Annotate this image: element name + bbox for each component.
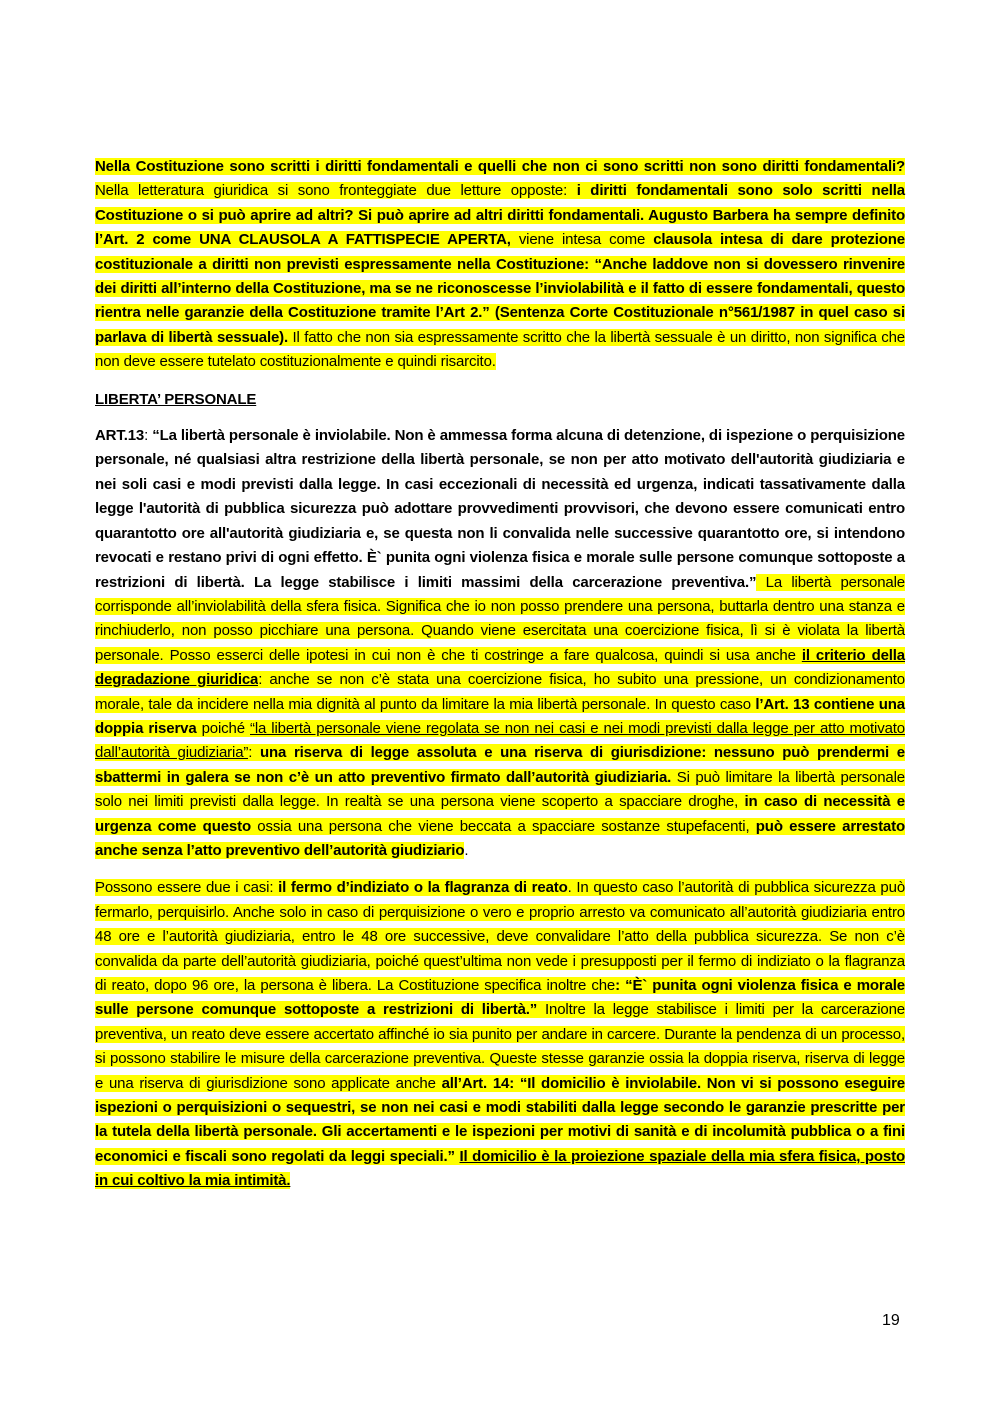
text-span: il fermo d’indiziato o la flagranza di reato [278,879,568,897]
text-span: i diritti fondamentali sono solo scritti nella Costituzione o si può aprire ad altri? Si può aprire ad altri diritti fondamentali. Augusto Barbera ha sempre definito l’Art. 2 come UNA CLAUSOLA A FATTISPECIE APERTA, [95,182,905,249]
text-span: La libertà personale corrisponde all’inviolabilità della sfera fisica. Significa che io non posso prendere una persona, buttarla dentro una stanza e rinchiuderlo, non posso picchiare una persona. Quando viene esercitata una coercizione fisica, lì si è violata la libertà personale. Posso esserci delle ipotesi in cui non è che ti costringe a fare qualcosa, quindi si usa anche [95,573,905,664]
text-span: Si può limitare la libertà personale solo nei limiti previsti dalla legge. In realtà se una persona viene scoperto a spacciare droghe, [95,768,905,811]
text-span: l’Art. 13 contiene una doppia riserva [95,695,905,737]
document-body [95,155,905,1194]
text-span: Inoltre la legge stabilisce i limiti per la carcerazione preventiva, un reato deve essere accertato affinché io sia punito per andare in carcere. Durante la pendenza di un processo, si possono stabilire le misure della carcerazione preventiva. Queste stesse garanzie ossia la doppia riserva, riserva di legge e una riserva di giurisdizione sono applicate anche [95,1001,905,1092]
text-span: clausola intesa di dare protezione costituzionale a diritti non previsti espressamente nella Costituzione: “Anche laddove non si dovessero rinvenire dei diritti all’interno della Costituzione, ma se ne riconoscesse l’inviolabilità e il fatto di essere fondamentali, questo rientra nelle garanzie della Costituzione tramite l’Art 2.” (Sentenza Corte Costituzionale n°561/1987 in quel caso si parlava di libertà sessuale). [95,231,905,346]
text-span: : [248,744,261,762]
text-span: . [464,841,469,859]
text-span: Nella Costituzione sono scritti i diritti fondamentali e quelli che non ci sono scritti non sono diritti fondamentali? [95,158,905,175]
text-span: Il fatto che non sia espressamente scritto che la libertà sessuale è un diritto, non significa che non deve essere tutelato costituzionalmente e quindi risarcito. [95,328,905,371]
text-span: poiché [196,719,250,737]
paragraph-costituzione-diritti [95,155,905,375]
heading-text: LIBERTA’ PERSONALE [95,390,257,408]
text-span: : “È` punita ogni violenza fisica e morale sulle persone comunque sottoposte a restrizioni di libertà.” [95,977,905,1019]
text-span: il criterio della degradazione giuridica [95,646,905,689]
paragraph-fermo-flagranza [95,876,905,1193]
text-span: : [144,427,153,445]
text-span: . In questo caso l’autorità di pubblica sicurezza può fermarlo, perquisirlo. Anche solo in caso di perquisizione o vero e proprio arresto va comunicato all’autorità giudiziaria entro 48 ore e l’autorità giudiziaria, entro le 48 ore successive, deve convalidare l’atto della pubblica sicurezza. Se non c’è convalida da parte dell’autorità giudiziaria, poiché quest’ultima non vede i presupposti per il fermo di indiziato o la flagranza di reato, dopo 96 ore, la persona è libera. La Costituzione specifica inoltre che [95,879,906,994]
text-span: Il domicilio è la proiezione spaziale della mia sfera fisica, posto in cui coltivo la mia intimità. [95,1147,905,1190]
page-number: 19 [882,1312,900,1329]
text-span: “la libertà personale viene regolata se non nei casi e nei modi previsti dalla legge per atto motivato dall’autorità giudiziaria” [95,719,905,762]
text-span [455,1148,460,1165]
text-span: in caso di necessità e urgenza come questo [95,793,905,835]
text-span: all’Art. 14: “Il domicilio è inviolabile. Non vi si possono eseguire ispezioni o perquisizioni o sequestri, se non nei casi e modi stabiliti dalla legge secondo le garanzie prescritte per la tutela della libertà personale. Gli accertamenti e le ispezioni per motivi di sanità e di incolumità pubblica o a fini economici e fiscali sono regolati da leggi speciali.” [95,1074,905,1165]
text-span: : anche se non c’è stata una coercizione fisica, ho subito una pressione, un condizionamento morale, tale da incidere nella mia dignità al punto da limitare la mia libertà personale. In questo caso [95,671,905,713]
text-span: viene intesa come [510,231,654,249]
section-heading [95,388,905,412]
text-span: Nella letteratura giuridica si sono fronteggiate due letture opposte: [95,182,577,200]
paragraph-art-13 [95,424,905,863]
text-span: ossia una persona che viene beccata a spacciare sostanze stupefacenti, [250,817,756,835]
article-quote: “La libertà personale è inviolabile. Non è ammessa forma alcuna di detenzione, di ispezione o perquisizione personale, né qualsiasi altra restrizione della libertà personale, se non per atto motivato dell'autorità giudiziaria e nei soli casi e modi previsti dalla legge. In casi eccezionali di necessità ed urgenza, indicati tassativamente dalla legge l'autorità di pubblica sicurezza può adottare provvedimenti provvisori, che devono essere comunicati entro quarantotto ore all'autorità giudiziaria e, se questa non li convalida nelle successive quarantotto ore, si intendono revocati e restano privi di ogni effetto. È` punita ogni violenza fisica e morale sulle persone comunque sottoposte a restrizioni di libertà. La legge stabilisce i limiti massimi della carcerazione preventiva.” [95,427,905,591]
text-span: una riserva di legge assoluta e una riserva di giurisdizione: nessuno può prendermi e sbattermi in galera se non c’è un atto preventivo firmato dall’autorità giudiziaria. [95,744,905,786]
article-label: ART.13 [95,427,145,445]
text-span: può essere arrestato anche senza l’atto preventivo dell’autorità giudiziario [95,817,905,859]
text-span: Possono essere due i casi: [95,879,279,897]
